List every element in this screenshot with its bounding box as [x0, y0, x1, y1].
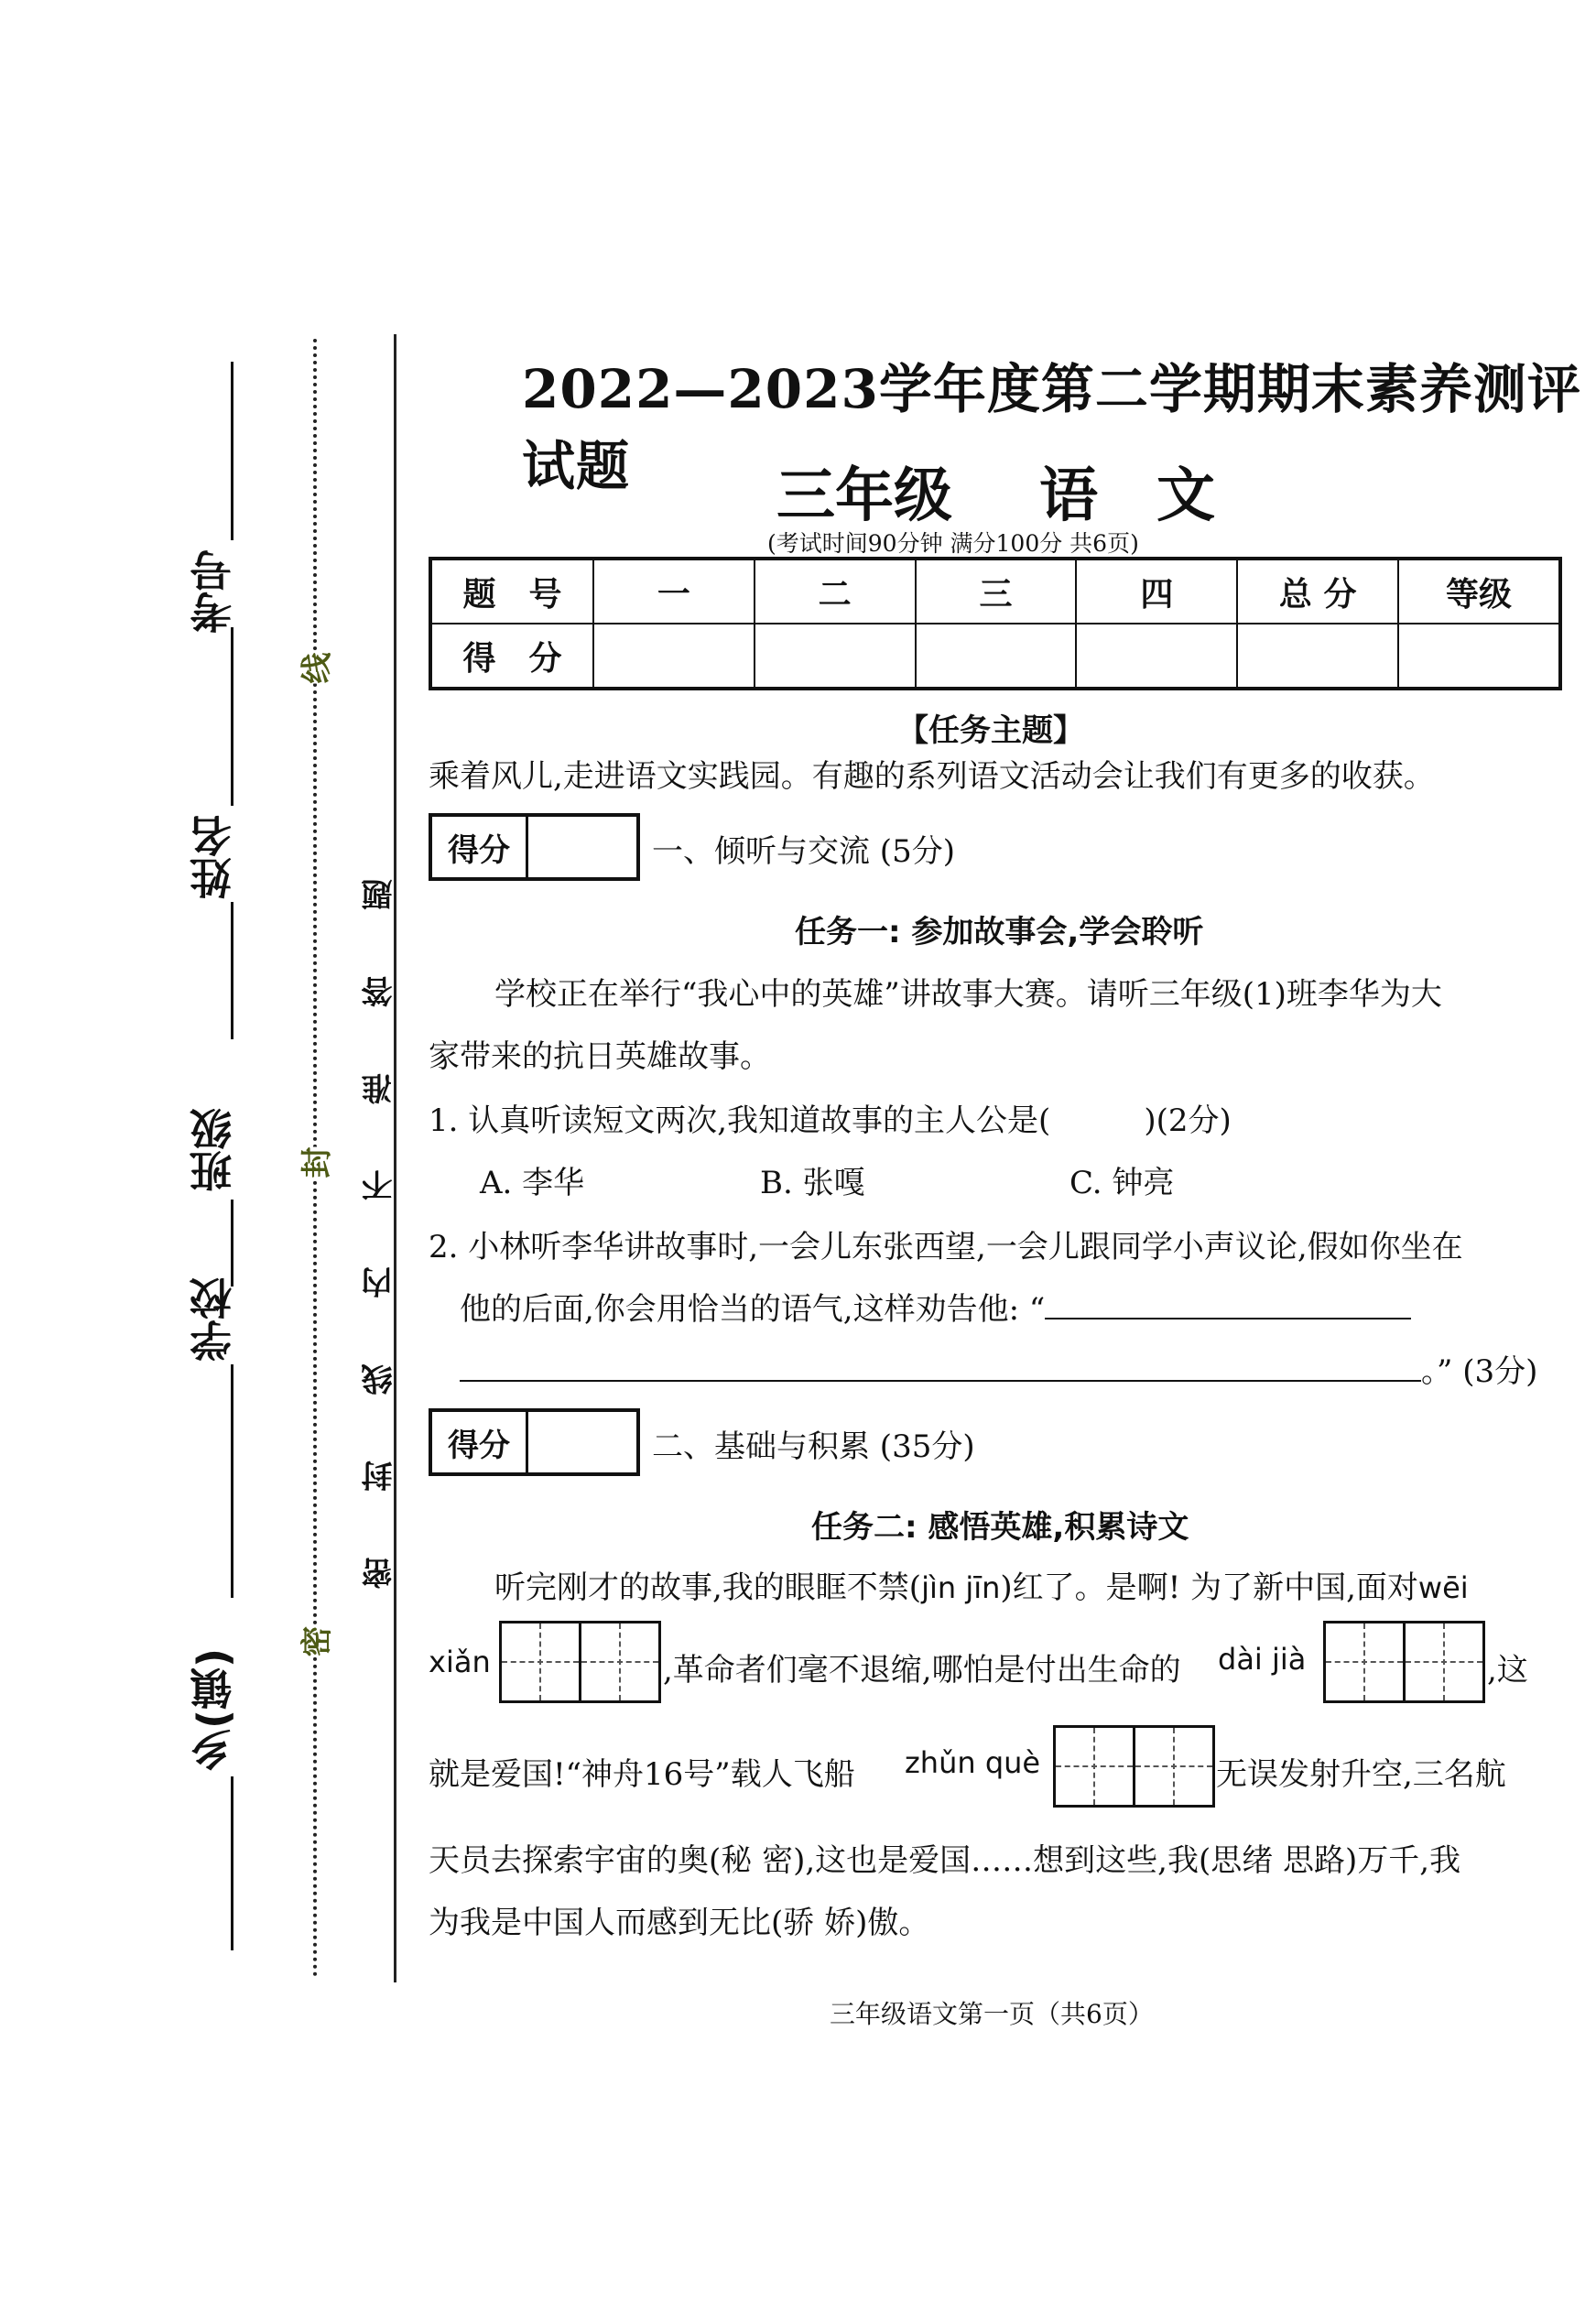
section1-score-value[interactable] [528, 817, 636, 877]
question-1: 1. 认真听读短文两次,我知道故事的主人公是( )(2分) [429, 1102, 1232, 1139]
score-table [429, 557, 1562, 690]
grid-cell[interactable] [1133, 1728, 1212, 1805]
school-line[interactable] [231, 1364, 233, 1598]
seal-mark-feng: 封 [292, 1147, 337, 1178]
section2-score-value[interactable] [528, 1412, 636, 1472]
task2-line3-text: 就是爱国!“神舟16号”载人飞船 [429, 1756, 855, 1793]
score-cell[interactable] [593, 624, 755, 689]
task2-line2-end: ,这 [1487, 1652, 1528, 1689]
section2-score-label: 得分 [432, 1412, 528, 1472]
score-table-col-1: 一 [593, 559, 755, 624]
subtitle-subject: 语 文 [1039, 462, 1215, 530]
q2-answer-line-1[interactable] [1045, 1290, 1411, 1319]
grid-cell[interactable] [1326, 1623, 1403, 1700]
score-table-col-total: 总 分 [1237, 559, 1398, 624]
q1-option-c[interactable]: C. 钟亮 [1069, 1165, 1175, 1201]
q1-option-a[interactable]: A. 李华 [480, 1165, 585, 1201]
name-line[interactable] [231, 627, 233, 806]
exam-number-line[interactable] [231, 362, 233, 540]
score-table-col-3: 三 [916, 559, 1077, 624]
task1-title: 任务一: 参加故事会,学会聆听 [795, 914, 1204, 950]
margin-solid-line [394, 334, 396, 1982]
answer-grid-daijia[interactable] [1323, 1621, 1485, 1703]
pinyin-wei: wēi [1417, 1570, 1469, 1605]
task2-line2-text: ,革命者们毫不退缩,哪怕是付出生命的 [663, 1652, 1181, 1689]
score-table-col-4: 四 [1076, 559, 1237, 624]
no-answer-warning: 密 封 线 内 不 准 答 题 [362, 852, 398, 1589]
subtitle-grade: 三年级 [776, 462, 952, 530]
task2-line3-end: 无误发射升空,三名航 [1216, 1756, 1506, 1793]
section1-score-box [429, 813, 640, 881]
field-label-class: 班级 [189, 1108, 238, 1192]
section1-title: 一、倾听与交流 (5分) [652, 833, 955, 870]
task2-line1-a: 听完刚才的故事,我的眼眶不禁( [494, 1569, 922, 1606]
task2-title: 任务二: 感悟英雄,积累诗文 [811, 1509, 1189, 1546]
exam-title: 2022—2023学年度第二学期期末素养测评试题 [522, 358, 1581, 497]
pinyin-xian: xiǎn [429, 1645, 491, 1679]
seal-mark-xian: 线 [292, 653, 337, 684]
pinyin-daijia: dài jià [1218, 1642, 1307, 1677]
q2-answer-line-2[interactable] [460, 1352, 1421, 1382]
task2-line1 [494, 1562, 1469, 1607]
theme-text: 乘着风儿,走进语文实践园。有趣的系列语文活动会让我们有更多的收获。 [429, 758, 1435, 795]
field-label-name: 姓名 [189, 815, 238, 899]
grid-cell[interactable] [502, 1623, 579, 1700]
pinyin-jin: jìn jīn [921, 1570, 1001, 1605]
class-line[interactable] [231, 1200, 233, 1287]
score-cell[interactable] [755, 624, 916, 689]
task1-intro-line2: 家带来的抗日英雄故事。 [429, 1038, 771, 1075]
question-2-line2-text: 他的后面,你会用恰当的语气,这样劝告他: “ [460, 1291, 1046, 1328]
pinyin-zhunque: zhǔn què [905, 1745, 1041, 1780]
question-2-line3 [460, 1346, 1537, 1391]
field-label-township: 乡(镇) [189, 1648, 238, 1772]
question-2-line2 [460, 1284, 1411, 1329]
score-table-header-row [430, 559, 1560, 624]
answer-grid-zhunque[interactable] [1053, 1725, 1215, 1808]
score-cell[interactable] [916, 624, 1077, 689]
score-table-col-grade: 等级 [1398, 559, 1560, 624]
score-table-col-2: 二 [755, 559, 916, 624]
grid-cell[interactable] [1056, 1728, 1133, 1805]
q1-option-b[interactable]: B. 张嘎 [760, 1165, 865, 1201]
section2-score-box [429, 1408, 640, 1476]
score-table-header-label: 题 号 [430, 559, 593, 624]
page-footer: 三年级语文第一页（共6页） [830, 1999, 1154, 2029]
question-2-line1: 2. 小林听李华讲故事时,一会儿东张西望,一会儿跟同学小声议论,假如你坐在 [429, 1229, 1463, 1265]
gap-line [231, 902, 233, 1039]
task2-line1-b: )红了。是啊! 为了新中国,面对 [1000, 1569, 1418, 1606]
field-label-school: 学校 [189, 1277, 238, 1362]
score-table-score-label: 得 分 [430, 624, 593, 689]
score-cell[interactable] [1398, 624, 1560, 689]
task1-intro-line1: 学校正在举行“我心中的英雄”讲故事大赛。请听三年级(1)班李华为大 [494, 976, 1442, 1013]
score-cell[interactable] [1076, 624, 1237, 689]
task2-line5: 为我是中国人而感到无比(骄 娇)傲。 [429, 1905, 930, 1941]
theme-heading: 【任务主题】 [897, 712, 1084, 749]
grid-cell[interactable] [579, 1623, 658, 1700]
seal-mark-mi: 密 [292, 1626, 337, 1657]
task2-line4: 天员去探索宇宙的奥(秘 密),这也是爱国……想到这些,我(思绪 思路)万千,我 [429, 1842, 1461, 1879]
field-label-exam-number: 考号 [189, 549, 238, 634]
score-table-score-row [430, 624, 1560, 689]
grid-cell[interactable] [1403, 1623, 1482, 1700]
question-2-end: 。” (3分) [1421, 1353, 1538, 1390]
section2-title: 二、基础与积累 (35分) [652, 1428, 975, 1465]
township-line[interactable] [231, 1776, 233, 1950]
answer-grid-weixian[interactable] [499, 1621, 661, 1703]
score-cell[interactable] [1237, 624, 1398, 689]
exam-info: (考试时间90分钟 满分100分 共6页) [767, 530, 1139, 557]
section1-score-label: 得分 [432, 817, 528, 877]
